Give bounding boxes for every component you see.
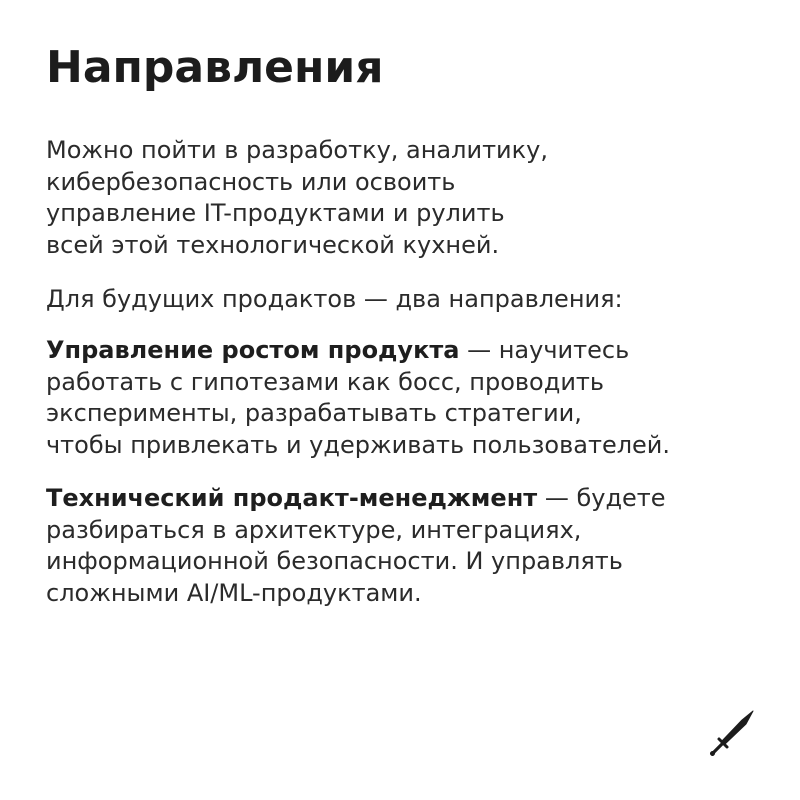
intro-line: всей этой технологической кухней. (46, 230, 500, 259)
directions-subheading: Для будущих продактов — два направления: (46, 285, 623, 313)
technical-direction-paragraph (46, 483, 766, 609)
intro-line: Можно пойти в разработку, аналитику, (46, 136, 548, 164)
growth-line: эксперименты, разрабатывать стратегии, (46, 399, 582, 427)
sword-icon (708, 708, 758, 758)
intro-line: управление IT-продуктами и рулить (46, 199, 505, 227)
growth-line: работать с гипотезами как босс, проводить (46, 367, 605, 396)
intro-paragraph (46, 135, 766, 261)
growth-first-line (46, 335, 766, 367)
growth-first-line-rest: — научитесь (459, 336, 630, 364)
technical-line: информационной безопасности. И управлять (46, 547, 623, 575)
growth-direction-paragraph (46, 335, 766, 461)
technical-first-line (46, 483, 766, 515)
technical-term: Технический продакт-менеджмент (46, 484, 538, 512)
intro-line: кибербезопасность или освоить (46, 167, 456, 196)
page-title: Направления (46, 42, 384, 93)
technical-line: сложными AI/ML-продуктами. (46, 578, 422, 607)
growth-line: чтобы привлекать и удерживать пользователей. (46, 430, 671, 459)
technical-line: разбираться в архитектуре, интеграциях, (46, 515, 582, 544)
growth-term: Управление ростом продукта (46, 336, 460, 364)
technical-first-line-rest: — будете (537, 484, 666, 512)
